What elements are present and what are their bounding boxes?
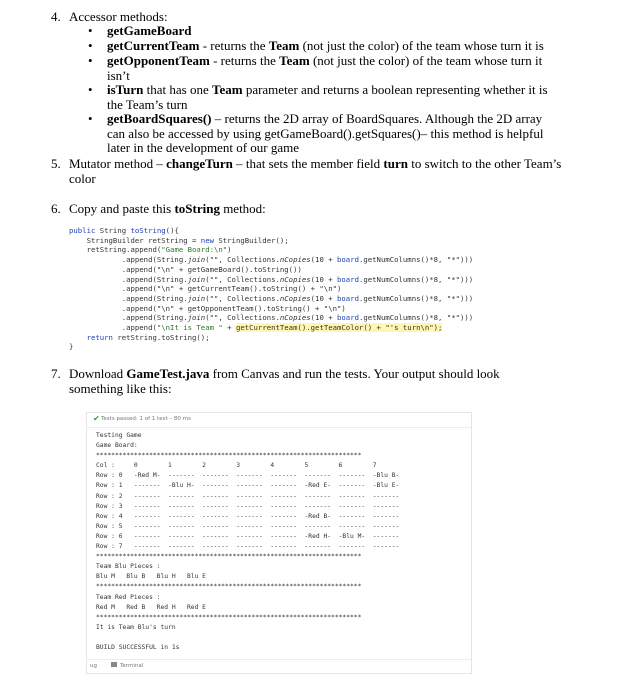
code-token: .append("\n" + getOpponentTeam().toString() + "\n") [69,303,346,313]
terminal-line: Row : 1 ------- -Blu H- ------- ------- ------- -Red E- ------- -Blu E- [96,482,400,490]
terminal-line: Col : 0 1 2 3 4 5 6 7 [96,462,377,470]
method-name: isTurn [107,82,144,97]
code-method: nCopies [279,293,311,303]
item-6-pre: Copy and paste this [69,201,175,216]
bullet-text: that has one [143,82,212,97]
item-6-post: method: [219,201,266,216]
code-string: "\nIt is Team " [156,323,223,333]
code-token [69,333,87,342]
item-4-title: Accessor methods: [69,9,168,24]
terminal-line: ********************************************************************** [96,452,362,460]
item-6-text [69,201,569,216]
test-result-bar [87,413,471,428]
item-7-text [69,366,549,396]
terminal-line [96,633,466,643]
code-method: join [187,293,206,303]
code-token: ("", Collections. [205,274,280,284]
tool-window-bar [87,659,471,673]
code-token: .getNumColumns()*8, "*"))) [358,255,474,265]
code-line [69,323,442,332]
item-5-text [69,156,569,186]
code-token: .append("\n" + getGameBoard().toString()) [69,264,302,274]
code-field: board [337,255,359,265]
code-keyword: return [86,332,113,342]
terminal-line: Row : 0 -Red M- ------- ------- ------- ------- ------- ------- -Blu B- [96,472,400,480]
terminal-output [96,431,466,653]
item-5-mid: – that sets the member field [232,156,384,171]
terminal-line: Testing Game [96,432,142,439]
code-token: .append(String. [69,313,188,323]
bullet-text: (not just the color) of the team whose turn it isn’t [107,53,543,83]
code-token: StringBuilder retString = [69,235,201,245]
code-method: join [187,255,206,265]
code-line [69,226,179,235]
terminal-line: ********************************************************************** [96,613,362,621]
terminal-line: Row : 2 ------- ------- ------- ------- ------- ------- ------- ------- [96,492,400,500]
code-line [69,265,302,274]
tostring-code-block [69,226,549,352]
item-5-field: turn [383,156,408,171]
code-token: .getNumColumns()*8, "*"))) [358,293,474,303]
item-7-filename: GameTest.java [126,366,210,381]
code-token: ("", Collections. [205,293,280,303]
code-token: StringBuilder(); [213,235,289,245]
item-5-number: 5. [51,156,61,171]
bullet-dot-icon: • [88,38,93,53]
code-field: board [337,293,359,303]
code-line [69,255,473,264]
code-line [69,245,232,254]
code-line [69,313,473,322]
code-line [69,304,346,313]
item-7-pre: Download [69,366,127,381]
code-line: } [69,342,74,352]
code-token: String [95,226,131,235]
terminal-line: Team Red Pieces : [96,593,161,601]
method-name: getGameBoard [107,23,192,38]
test-output-screenshot [86,412,472,674]
item-6-number: 6. [51,201,61,216]
item-5-method: changeTurn [166,156,233,171]
terminal-line: Game Board: [96,442,138,450]
code-keyword: public [69,226,96,235]
code-token: (10 + [310,293,338,303]
code-token: .append("\n" + getCurrentTeam().toString() + "\n") [69,284,342,294]
code-method: join [187,313,206,323]
method-name: getBoardSquares() [107,111,212,126]
terminal-line: It is Team Blu's turn [96,623,176,631]
code-token: (10 + [310,313,338,323]
code-token: (){ [165,226,179,235]
terminal-line: Row : 4 ------- ------- ------- ------- ------- -Red B- ------- ------- [96,512,400,520]
bullet-dot-icon: • [88,53,93,68]
code-line [69,294,473,303]
terminal-line: Row : 3 ------- ------- ------- ------- ------- ------- ------- ------- [96,502,400,510]
bullet-text: (not just the color) of the team whose turn it is [299,38,544,53]
bullet-bold-text: Team [279,53,310,68]
item-6-method: toString [174,201,220,216]
code-method: nCopies [279,274,311,284]
code-line [69,236,289,245]
code-token: (10 + [310,274,338,284]
code-string: "Game Board:\n" [161,245,228,255]
bullet-dot-icon: • [88,82,93,97]
bullet-text: parameter and returns a boolean representing whether it is the Team’s turn [107,82,548,112]
item-4-number: 4. [51,9,61,24]
code-line [69,333,210,342]
code-token: .append( [69,323,157,333]
bullet-text: - returns the [199,38,269,53]
code-method: nCopies [279,255,311,265]
bullet-bold-text: Team [211,82,243,97]
item-5-post: to switch to the other Team’s color [69,156,562,186]
terminal-tab[interactable]: Terminal [120,663,144,669]
item-5-pre: Mutator method – [69,156,167,171]
tests-passed-label: Tests passed: 1 of 1 test – 80 ms [101,416,191,422]
terminal-line: ********************************************************************** [96,553,362,561]
code-token: retString.toString(); [112,332,210,342]
code-token: ) [227,245,232,255]
code-token: .append(String. [69,274,188,284]
bullet-text: - returns the [209,53,280,68]
code-field: board [337,313,359,323]
code-token: (10 + [310,255,338,265]
code-token: ("", Collections. [205,313,280,323]
terminal-line: Row : 7 ------- ------- ------- ------- ------- ------- ------- ------- [96,543,400,551]
bullet-dot-icon: • [88,23,93,38]
code-token: .append(String. [69,293,188,303]
code-token: ("", Collections. [205,255,280,265]
terminal-line: Red M Red B Red H Red E [96,603,206,611]
terminal-line: ********************************************************************** [96,583,362,591]
terminal-line: Blu M Blu B Blu H Blu E [96,573,206,581]
code-token: .append(String. [69,255,188,265]
item-7-number: 7. [51,366,61,381]
check-icon: ✔ [93,414,100,423]
code-token: .getNumColumns()*8, "*"))) [358,313,474,323]
bullet-dot-icon: • [88,111,93,126]
code-keyword: new [200,235,214,245]
bullet-text: – returns the 2D array of BoardSquares. Although the 2D array can also be accessed by using getGameBoard().getSquares()– this method is helpful later in the development of our game [107,111,544,156]
code-token: .getNumColumns()*8, "*"))) [358,274,474,284]
code-token: + [222,323,236,333]
code-method: nCopies [279,313,311,323]
item-7-post: from Canvas and run the tests. Your output should look something like this: [69,366,500,396]
debug-tab-fragment[interactable]: ug [90,663,97,669]
bullet-bold-text: Team [268,38,300,53]
method-name: getOpponentTeam [107,53,210,68]
terminal-icon [111,662,117,667]
terminal-line: Row : 6 ------- ------- ------- ------- ------- -Red H- -Blu M- ------- [96,532,400,540]
terminal-line: Team Blu Pieces : [96,563,161,571]
terminal-line: Row : 5 ------- ------- ------- ------- ------- ------- ------- ------- [96,522,400,530]
code-token: retString.append( [69,245,162,255]
code-field: board [337,274,359,284]
code-line [69,275,473,284]
code-method: toString [130,226,166,235]
code-highlight: getCurrentTeam().getTeamColor() + "'s turn\n"); [235,323,443,333]
code-method: join [187,274,206,284]
code-line [69,284,341,293]
terminal-line: BUILD SUCCESSFUL in 1s [96,643,180,651]
method-name: getCurrentTeam [107,38,200,53]
